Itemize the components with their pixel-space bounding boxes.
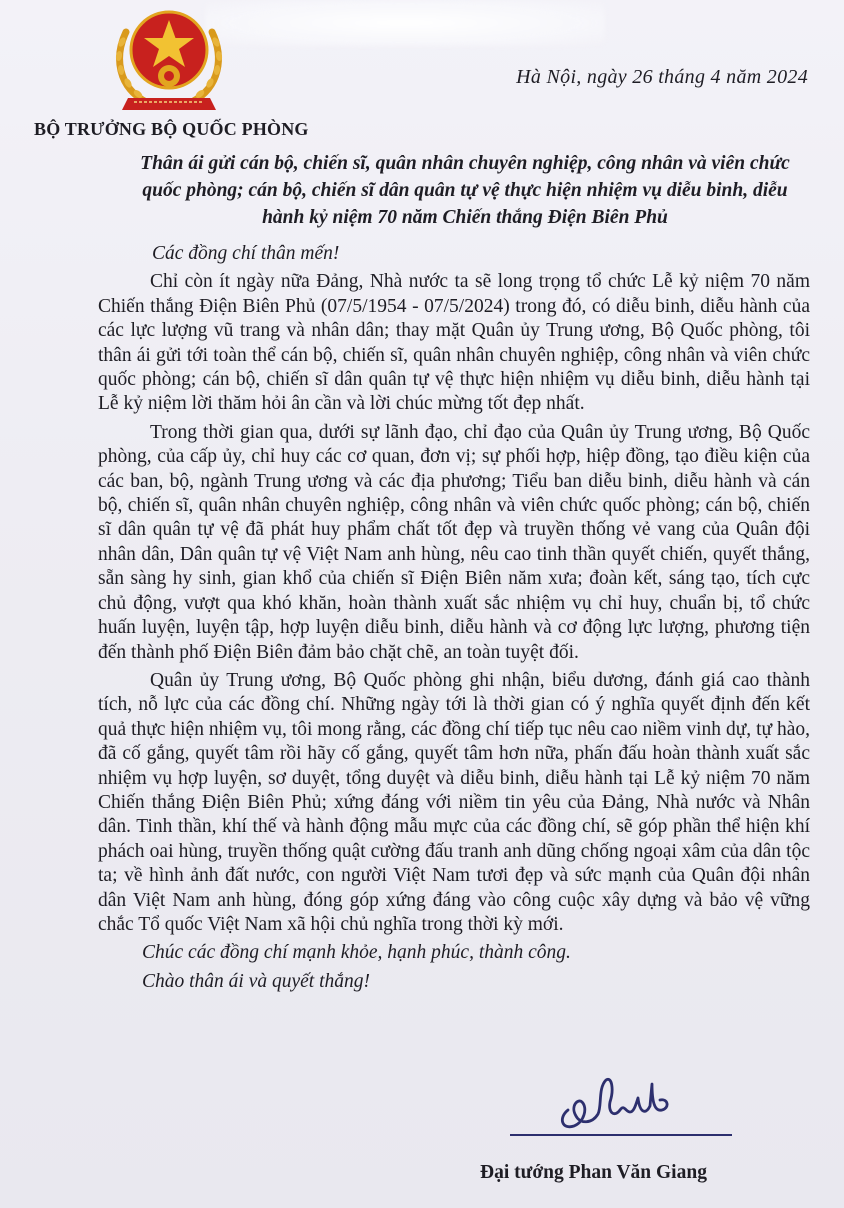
salutation: Các đồng chí thân mến!: [152, 243, 340, 264]
paragraph-3: Quân ủy Trung ương, Bộ Quốc phòng ghi nhận, biểu dương, đánh giá cao thành tích, nỗ lực của các đồng chí. Những ngày tới là thời gian có ý nghĩa quyết định đến kết quả thực hiện nhiệm vụ, tôi mong rằng, các đồng chí tiếp tục nêu cao niềm vinh dự, tự hào, đã cố gắng, quyết tâm rồi hãy cố gắng, quyết tâm hơn nữa, phấn đấu hoàn thành xuất sắc nhiệm vụ hợp luyện, sơ duyệt, tổng duyệt và diễu binh, diễu hành tại Lễ kỷ niệm 70 năm Chiến thắng Điện Biên Phủ; xứng đáng với niềm tin yêu của Đảng, Nhà nước và Nhân dân. Tinh thần, khí thế và hành động mẫu mực của các đồng chí, sẽ góp phần thể hiện khí phách oai hùng, truyền thống quật cường đấu tranh anh dũng chống ngoại xâm của dân tộc ta; về hình ảnh đất nước, con người Việt Nam tươi đẹp và sức mạnh của Quân đội nhân dân Việt Nam anh hùng, đóng góp xứng đáng vào công cuộc xây dựng và bảo vệ vững chắc Tổ quốc Việt Nam xã hội chủ nghĩa trong thời kỳ mới.: [98, 669, 810, 935]
date-line: Hà Nội, ngày 26 tháng 4 năm 2024: [516, 66, 808, 88]
signature-line: [510, 1134, 732, 1136]
issuer-title: BỘ TRƯỞNG BỘ QUỐC PHÒNG: [34, 119, 309, 139]
closing-wish: Chúc các đồng chí mạnh khỏe, hạnh phúc, thành công.: [142, 942, 571, 964]
paragraph-2: Trong thời gian qua, dưới sự lãnh đạo, chỉ đạo của Quân ủy Trung ương, Bộ Quốc phòng, của cấp ủy, chỉ huy các cơ quan, đơn vị; sự phối hợp, hiệp đồng, tạo điều kiện của các ban, bộ, ngành Trung ương và các địa phương; Tiểu ban diễu binh, diễu hành và cán bộ, chiến sĩ, quân nhân chuyên nghiệp, công nhân và viên chức quốc phòng; cán bộ, chiến sĩ dân quân tự vệ đã phát huy phẩm chất tốt đẹp và truyền thống vẻ vang của Quân đội nhân dân, Dân quân tự vệ Việt Nam anh hùng, nêu cao tinh thần quyết chiến, quyết thắng, sẵn sàng hy sinh, gian khổ của chiến sĩ Điện Biên năm xưa; đoàn kết, sáng tạo, tích cực chủ động, vượt qua khó khăn, hoàn thành xuất sắc nhiệm vụ chỉ huy, chuẩn bị, tổ chức huấn luyện, luyện tập, hợp luyện diễu binh, diễu hành và cơ động lực lượng, phương tiện đến thành phố Điện Biên đảm bảo chặt chẽ, an toàn tuyệt đối.: [98, 421, 810, 663]
closing-greeting: Chào thân ái và quyết thắng!: [142, 970, 371, 992]
letter-subject: Thân ái gửi cán bộ, chiến sĩ, quân nhân chuyên nghiệp, công nhân và viên chức quốc phòng; cán bộ, chiến sĩ dân quân tự vệ thực hiện nhiệm vụ diễu binh, diễu hành kỷ niệm 70 năm Chiến thắng Điện Biên Phủ: [140, 153, 790, 228]
handwritten-signature: [540, 1068, 700, 1138]
letter-body: [98, 242, 810, 994]
paragraph-1: Chỉ còn ít ngày nữa Đảng, Nhà nước ta sẽ long trọng tổ chức Lễ kỷ niệm 70 năm Chiến thắng Điện Biên Phủ (07/5/1954 - 07/5/2024) trong đó, có diễu binh, diễu hành của các lực lượng vũ trang và nhân dân; thay mặt Quân ủy Trung ương, Bộ Quốc phòng, tôi thân ái gửi tới toàn thể cán bộ, chiến sĩ, quân nhân chuyên nghiệp, công nhân và viên chức quốc phòng; cán bộ, chiến sĩ dân quân tự vệ thực hiện nhiệm vụ diễu binh, diễu hành tại Lễ kỷ niệm lời thăm hỏi ân cần và lời chúc mừng tốt đẹp nhất.: [98, 271, 810, 415]
national-emblem-icon: [106, 2, 232, 118]
signer-name: Đại tướng Phan Văn Giang: [480, 1162, 707, 1183]
blurred-area: [205, 0, 605, 46]
